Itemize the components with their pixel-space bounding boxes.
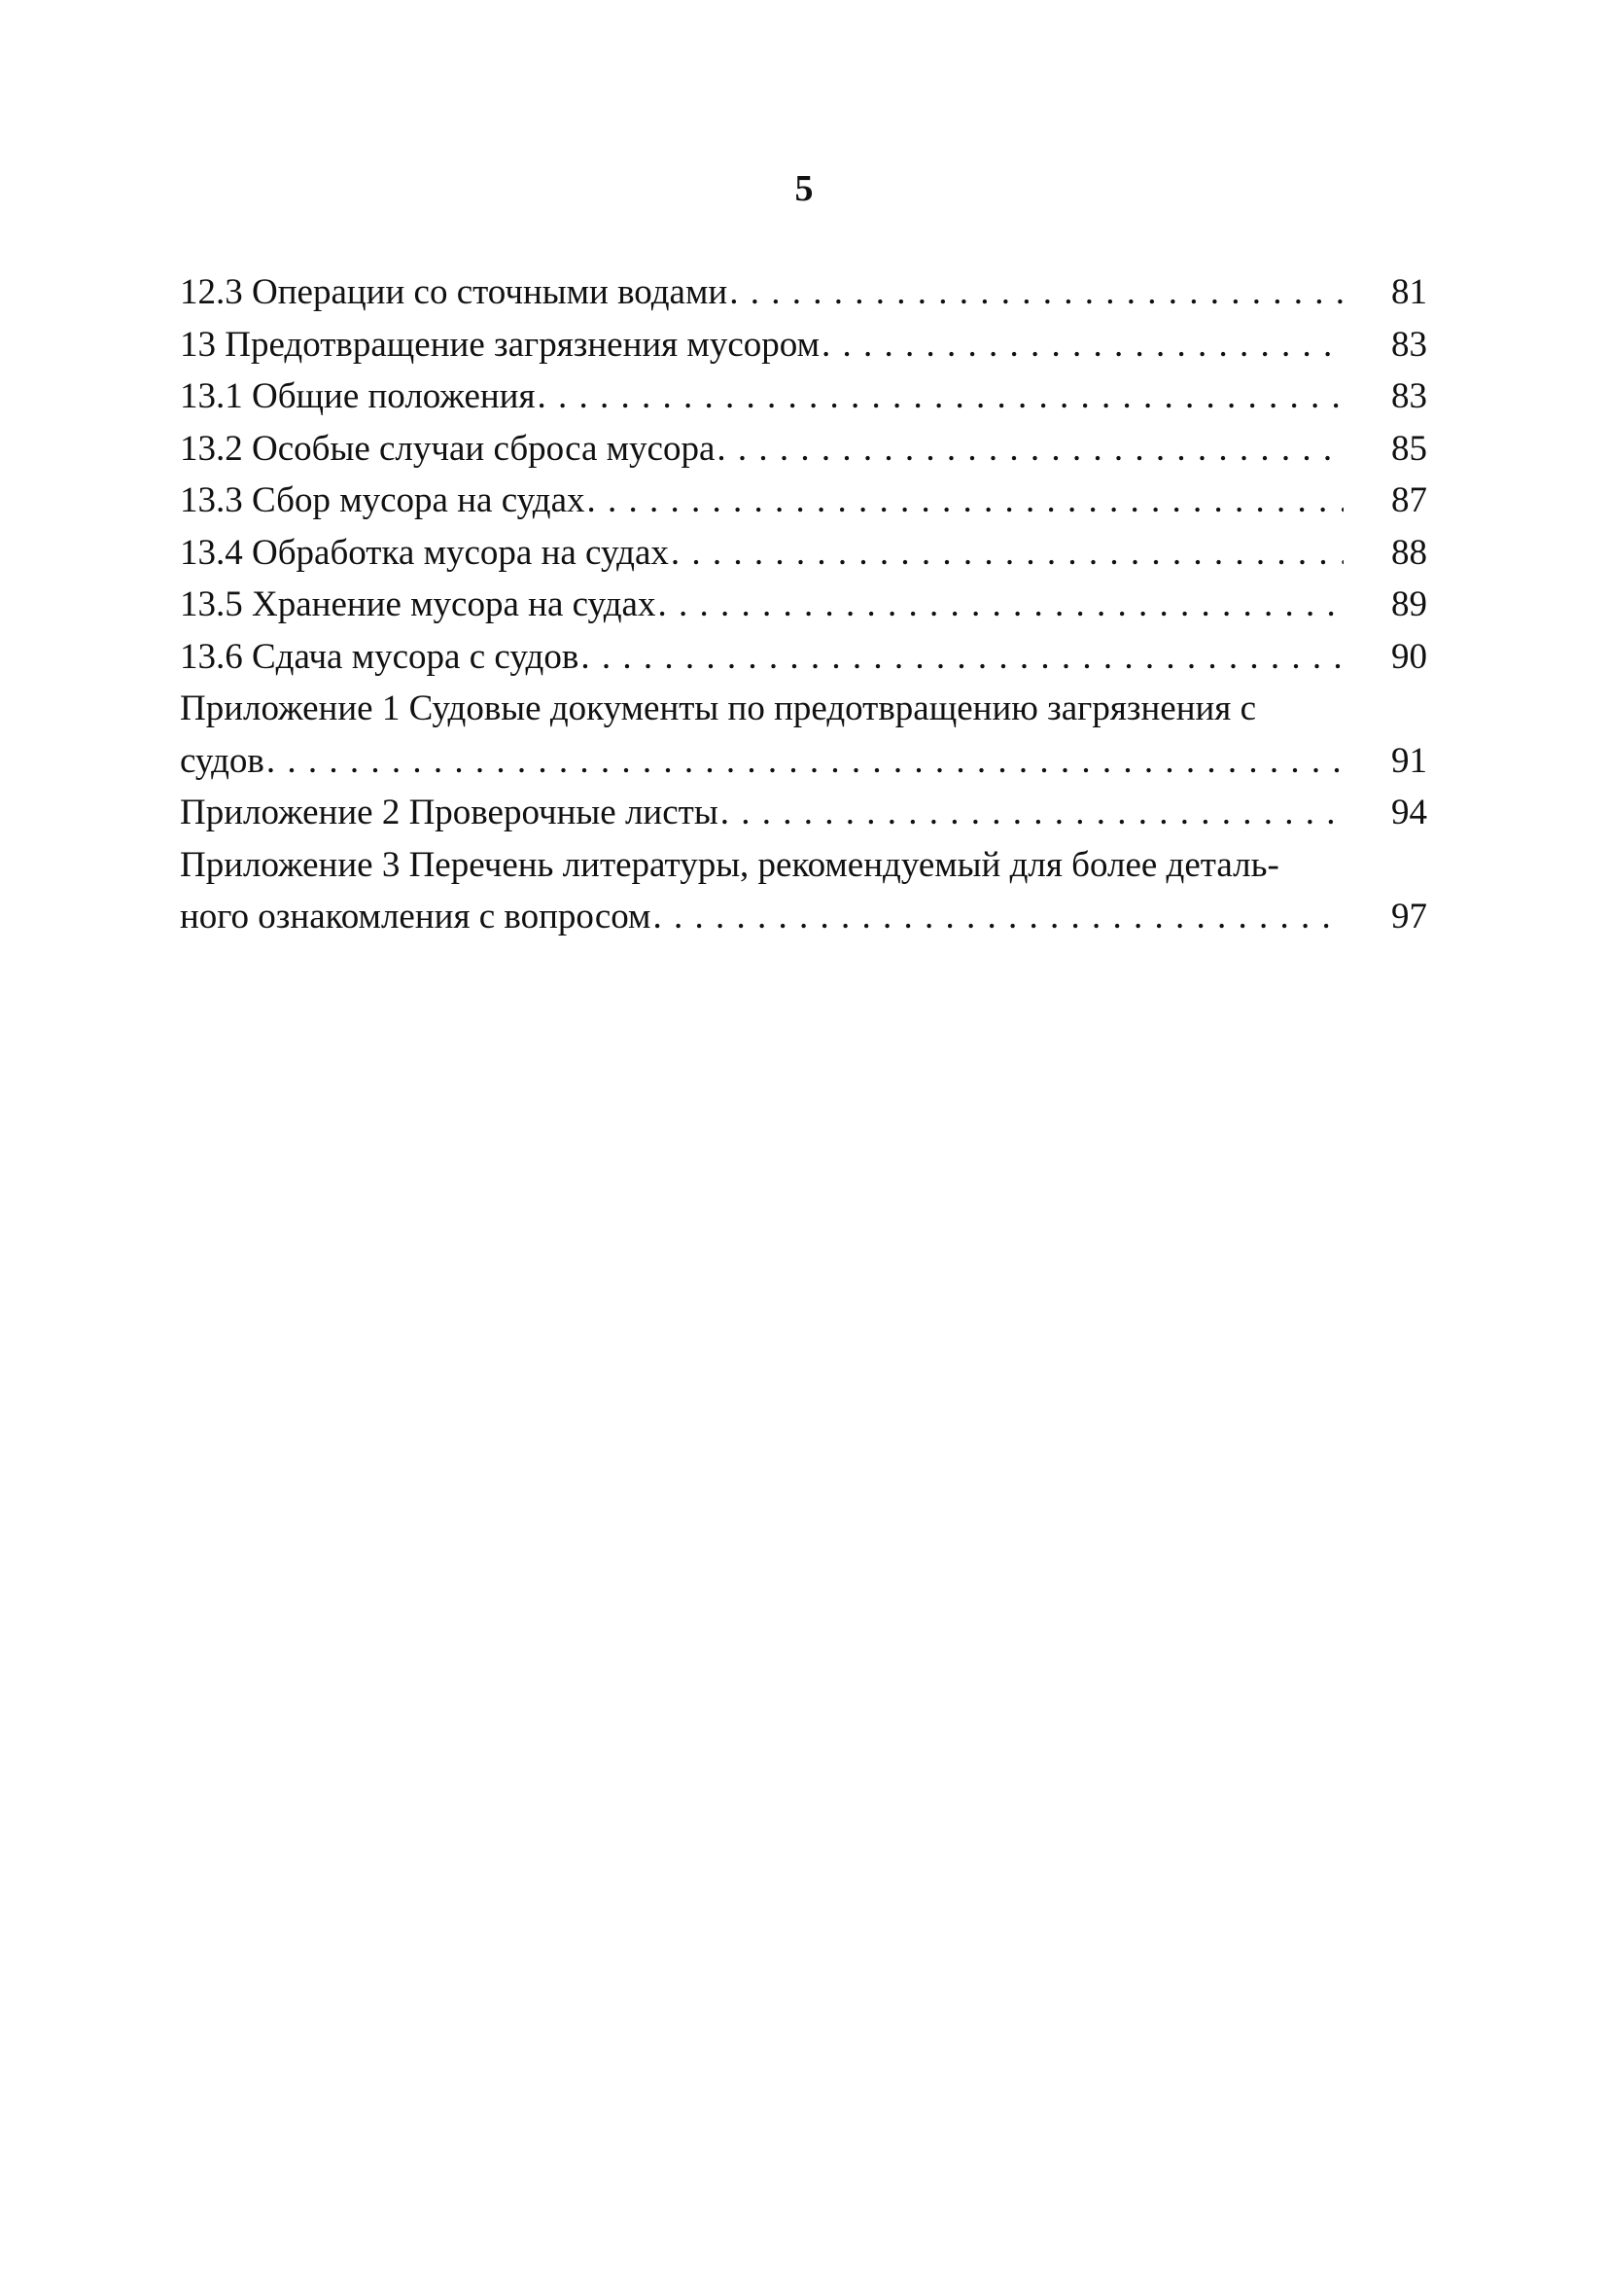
toc-entry-appendix-1 <box>180 683 1427 787</box>
toc-leader-dots <box>821 319 1344 371</box>
toc-entry-appendix-2 <box>180 787 1427 839</box>
toc-entry-page: 83 <box>1391 376 1427 416</box>
toc-entry-title: 13.4 Обработка мусора на судах <box>180 532 669 573</box>
toc-entry-13-4 <box>180 527 1427 580</box>
toc-leader-dots <box>587 475 1344 527</box>
toc-entry-12-3 <box>180 266 1427 319</box>
toc-entry-title: 13.3 Сбор мусора на судах <box>180 480 585 520</box>
toc-entry-title: ного ознакомления с вопросом <box>180 897 651 936</box>
toc-entry-page: 90 <box>1391 636 1427 677</box>
toc-entry-page: 89 <box>1391 584 1427 624</box>
toc-entry-page: 88 <box>1391 532 1427 573</box>
toc-leader-dots <box>671 527 1344 580</box>
toc-entry-title-first-line: Приложение 3 Перечень литературы, рекомендуемый для более деталь- <box>180 844 1279 885</box>
toc-leader-dots <box>266 735 1344 788</box>
toc-entry-page: 87 <box>1391 480 1427 520</box>
toc-entry-title: Приложение 2 Проверочные листы <box>180 793 718 832</box>
toc-entry-13-3 <box>180 475 1427 527</box>
toc-leader-dots <box>537 371 1344 423</box>
toc-entry-page: 94 <box>1391 793 1427 832</box>
toc-entry-page: 81 <box>1391 272 1427 312</box>
toc-entry-title: 13.5 Хранение мусора на судах <box>180 584 656 624</box>
toc-entry-title: 13.6 Сдача мусора с судов <box>180 636 579 677</box>
toc-entry-13 <box>180 319 1427 371</box>
toc-entry-page: 83 <box>1391 324 1427 365</box>
toc-entry-page: 91 <box>1391 740 1427 781</box>
toc-entry-title: 13.2 Особые случаи сброса мусора <box>180 428 716 469</box>
toc-entry-title-first-line: Приложение 1 Судовые документы по предотвращению загрязнения с <box>180 689 1257 728</box>
toc-entry-title: судов <box>180 740 264 781</box>
toc-entry-title: 12.3 Операции со сточными водами <box>180 272 728 312</box>
toc-entry-13-6 <box>180 631 1427 684</box>
toc-entry-13-5 <box>180 579 1427 631</box>
toc-entry-title: 13.1 Общие положения <box>180 376 536 416</box>
toc-entry-page: 97 <box>1391 897 1427 936</box>
toc-entry-title: 13 Предотвращение загрязнения мусором <box>180 324 820 365</box>
page-number: 5 <box>794 168 814 209</box>
toc-leader-dots <box>580 631 1344 684</box>
toc-entry-13-2 <box>180 423 1427 476</box>
table-of-contents <box>180 266 1427 943</box>
toc-entry-appendix-3 <box>180 839 1427 943</box>
toc-entry-page: 85 <box>1391 428 1427 469</box>
toc-entry-13-1 <box>180 371 1427 423</box>
toc-leader-dots <box>717 423 1344 476</box>
toc-leader-dots <box>652 891 1344 943</box>
toc-leader-dots <box>657 579 1344 631</box>
toc-leader-dots <box>729 266 1344 319</box>
toc-leader-dots <box>720 787 1344 839</box>
